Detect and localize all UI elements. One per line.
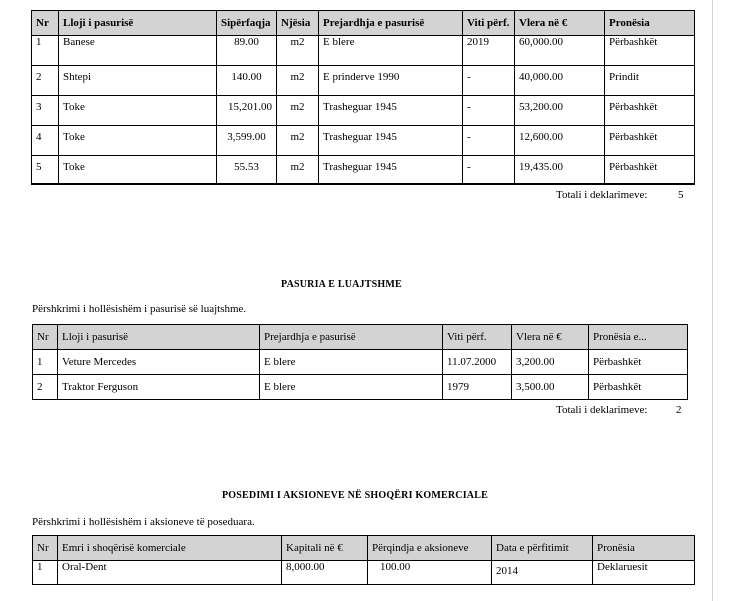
cell-ownership: Përbashkët [589,375,688,400]
cell-capital: 8,000.00 [282,561,368,585]
header-value: Vlera në € [515,11,605,36]
cell-unit: m2 [277,36,319,66]
table-row [32,156,695,184]
cell-type: Traktor Ferguson [58,375,260,400]
header-capital: Kapitali në € [282,536,368,561]
cell-origin: Trasheguar 1945 [319,126,463,156]
cell-type: Banese [59,36,217,66]
table-header-row [32,11,695,36]
header-nr: Nr [33,325,58,350]
cell-nr: 2 [33,375,58,400]
cell-origin: Trasheguar 1945 [319,156,463,184]
movable-total [556,404,696,418]
total-value: 2 [676,404,682,416]
shares-table [32,535,695,585]
cell-area: 89.00 [217,36,277,66]
table-row [32,66,695,96]
section-description-movable: Përshkrimi i hollësishëm i pasurisë së luajtshme. [32,303,247,315]
header-ownership: Pronësia e... [589,325,688,350]
total-label: Totali i deklarimeve: [556,404,648,416]
cell-ownership: Përbashkët [605,36,695,66]
cell-ownership: Përbashkët [605,156,695,184]
cell-nr: 1 [32,36,59,66]
section-description-shares: Përshkrimi i hollësishëm i aksioneve të poseduara. [32,516,255,528]
cell-year: - [463,96,515,126]
cell-nr: 2 [32,66,59,96]
cell-nr: 5 [32,156,59,184]
cell-type: Toke [59,96,217,126]
header-area: Sipërfaqja [217,11,277,36]
header-acquisition-date: Data e përfitimit [492,536,593,561]
header-origin: Prejardhja e pasurisë [319,11,463,36]
cell-ownership: Deklaruesit [593,561,695,585]
cell-nr: 4 [32,126,59,156]
cell-unit: m2 [277,96,319,126]
cell-year: - [463,156,515,184]
cell-value: 40,000.00 [515,66,605,96]
table-row [33,375,688,400]
cell-year: 1979 [443,375,512,400]
header-ownership: Pronësia [605,11,695,36]
cell-value: 19,435.00 [515,156,605,184]
page-edge-line [712,0,713,601]
header-nr: Nr [33,536,58,561]
cell-unit: m2 [277,156,319,184]
cell-origin: Trasheguar 1945 [319,96,463,126]
movable-property-table [32,324,688,400]
header-unit: Njësia [277,11,319,36]
table-header-row [33,325,688,350]
total-value: 5 [678,189,684,201]
cell-type: Toke [59,156,217,184]
table-row [32,126,695,156]
table-row [33,561,695,585]
table-row [32,36,695,66]
cell-unit: m2 [277,66,319,96]
header-year: Viti përf. [463,11,515,36]
cell-ownership: Prindit [605,66,695,96]
cell-ownership: Përbashkët [589,350,688,375]
cell-unit: m2 [277,126,319,156]
cell-type: Veture Mercedes [58,350,260,375]
cell-year: 11.07.2000 [443,350,512,375]
cell-value: 3,200.00 [512,350,589,375]
header-nr: Nr [32,11,59,36]
table-header-row [33,536,695,561]
cell-area: 3,599.00 [217,126,277,156]
cell-type: Toke [59,126,217,156]
cell-company: Oral-Dent [58,561,282,585]
cell-value: 12,600.00 [515,126,605,156]
cell-nr: 1 [33,350,58,375]
cell-value: 53,200.00 [515,96,605,126]
cell-area: 15,201.00 [217,96,277,126]
cell-nr: 3 [32,96,59,126]
header-share-percentage: Përqindja e aksioneve [368,536,492,561]
header-origin: Prejardhja e pasurisë [260,325,443,350]
total-label: Totali i deklarimeve: [556,189,648,201]
cell-origin: E blere [319,36,463,66]
cell-origin: E blere [260,375,443,400]
cell-year: 2019 [463,36,515,66]
cell-nr: 1 [33,561,58,585]
cell-ownership: Përbashkët [605,96,695,126]
cell-percentage: 100.00 [368,561,492,585]
cell-type: Shtepi [59,66,217,96]
section-heading-shares: POSEDIMI I AKSIONEVE NË SHOQËRI KOMERCIALE [222,490,488,501]
cell-date: 2014 [492,561,593,585]
cell-ownership: Përbashkët [605,126,695,156]
header-property-type: Lloji i pasurisë [59,11,217,36]
immovable-property-table [31,10,695,185]
cell-origin: E blere [260,350,443,375]
header-value: Vlera në € [512,325,589,350]
cell-area: 140.00 [217,66,277,96]
table-row [32,96,695,126]
cell-value: 60,000.00 [515,36,605,66]
cell-year: - [463,66,515,96]
cell-origin: E prinderve 1990 [319,66,463,96]
section-heading-movable: PASURIA E LUAJTSHME [281,279,402,290]
header-property-type: Lloji i pasurisë [58,325,260,350]
table-row [33,350,688,375]
cell-year: - [463,126,515,156]
header-ownership: Pronësia [593,536,695,561]
cell-value: 3,500.00 [512,375,589,400]
header-company-name: Emri i shoqërisë komerciale [58,536,282,561]
header-year: Viti përf. [443,325,512,350]
immovable-total [556,189,696,203]
cell-area: 55.53 [217,156,277,184]
